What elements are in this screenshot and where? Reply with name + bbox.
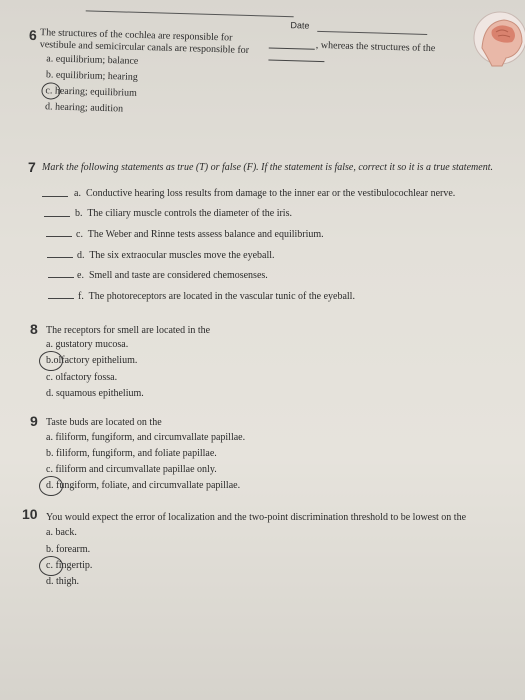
tf-blank[interactable] [44, 216, 70, 217]
option-b: b. equilibrium; hearing [45, 69, 138, 83]
option-c: c. filiform and circumvallate papillae only. [46, 464, 217, 475]
date-label: Date [290, 20, 310, 31]
option-a: a. gustatory mucosa. [46, 339, 129, 350]
option-c: c. hearing; equilibrium [45, 85, 137, 99]
statement-c: c. The Weber and Rinne tests assess balance and equilibrium. [76, 229, 324, 240]
answer-circle [39, 351, 63, 371]
option-c: c. olfactory fossa. [46, 372, 118, 383]
tf-blank[interactable] [46, 236, 72, 237]
option-a: a. back. [46, 527, 77, 538]
tf-blank[interactable] [42, 196, 68, 197]
answer-blank[interactable] [268, 60, 324, 63]
tf-blank[interactable] [48, 298, 74, 299]
question-text: , whereas the structures of the [315, 39, 436, 55]
question-text: vestibule and semicircular canals are responsible for [39, 39, 250, 56]
question-prompt: The receptors for smell are located in the [46, 325, 211, 336]
question-prompt: Taste buds are located on the [46, 417, 162, 428]
question-6-region [0, 0, 525, 165]
option-c: c. fingertip. [46, 560, 93, 571]
option-d: d. hearing; audition [44, 101, 124, 115]
tf-blank[interactable] [47, 257, 73, 258]
question-prompt: You would expect the error of localization and the two-point discrimination threshold to be lowest on the [46, 512, 467, 523]
statement-e: e. Smell and taste are considered chemosenses. [77, 270, 268, 281]
question-text: The structures of the cochlea are responsible for [39, 27, 233, 44]
option-d: d. squamous epithelium. [46, 388, 144, 399]
option-b: b. filiform, fungiform, and foliate papillae. [46, 448, 217, 459]
top-rule [86, 10, 294, 17]
answer-blank[interactable] [269, 48, 315, 50]
question-number: 9 [30, 413, 38, 429]
option-b: b. forearm. [46, 544, 91, 555]
answer-circle [41, 82, 60, 100]
option-d: d. thigh. [46, 576, 80, 587]
question-number: 10 [22, 506, 38, 522]
answer-circle [39, 556, 63, 576]
option-a: a. equilibrium; balance [46, 53, 139, 67]
answer-circle [39, 476, 63, 496]
statement-a: a. Conductive hearing loss results from damage to the inner ear or the vestibulocochlear nerve. [74, 188, 456, 199]
date-line [317, 31, 427, 35]
question-prompt: Mark the following statements as true (T) or false (F). If the statement is false, correct it so it is a true statement. [42, 162, 493, 173]
tf-blank[interactable] [48, 277, 74, 278]
statement-b: b. The ciliary muscle controls the diameter of the iris. [75, 208, 292, 219]
statement-f: f. The photoreceptors are located in the vascular tunic of the eyeball. [78, 291, 355, 302]
option-d: d. fungiform, foliate, and circumvallate papillae. [46, 480, 241, 491]
question-number: 7 [28, 159, 36, 175]
question-number: 6 [28, 26, 38, 44]
statement-d: d. The six extraocular muscles move the eyeball. [77, 250, 275, 261]
option-b: b.olfactory epithelium. [46, 355, 138, 366]
option-a: a. filiform, fungiform, and circumvallate papillae. [46, 432, 246, 443]
question-number: 8 [30, 321, 38, 337]
